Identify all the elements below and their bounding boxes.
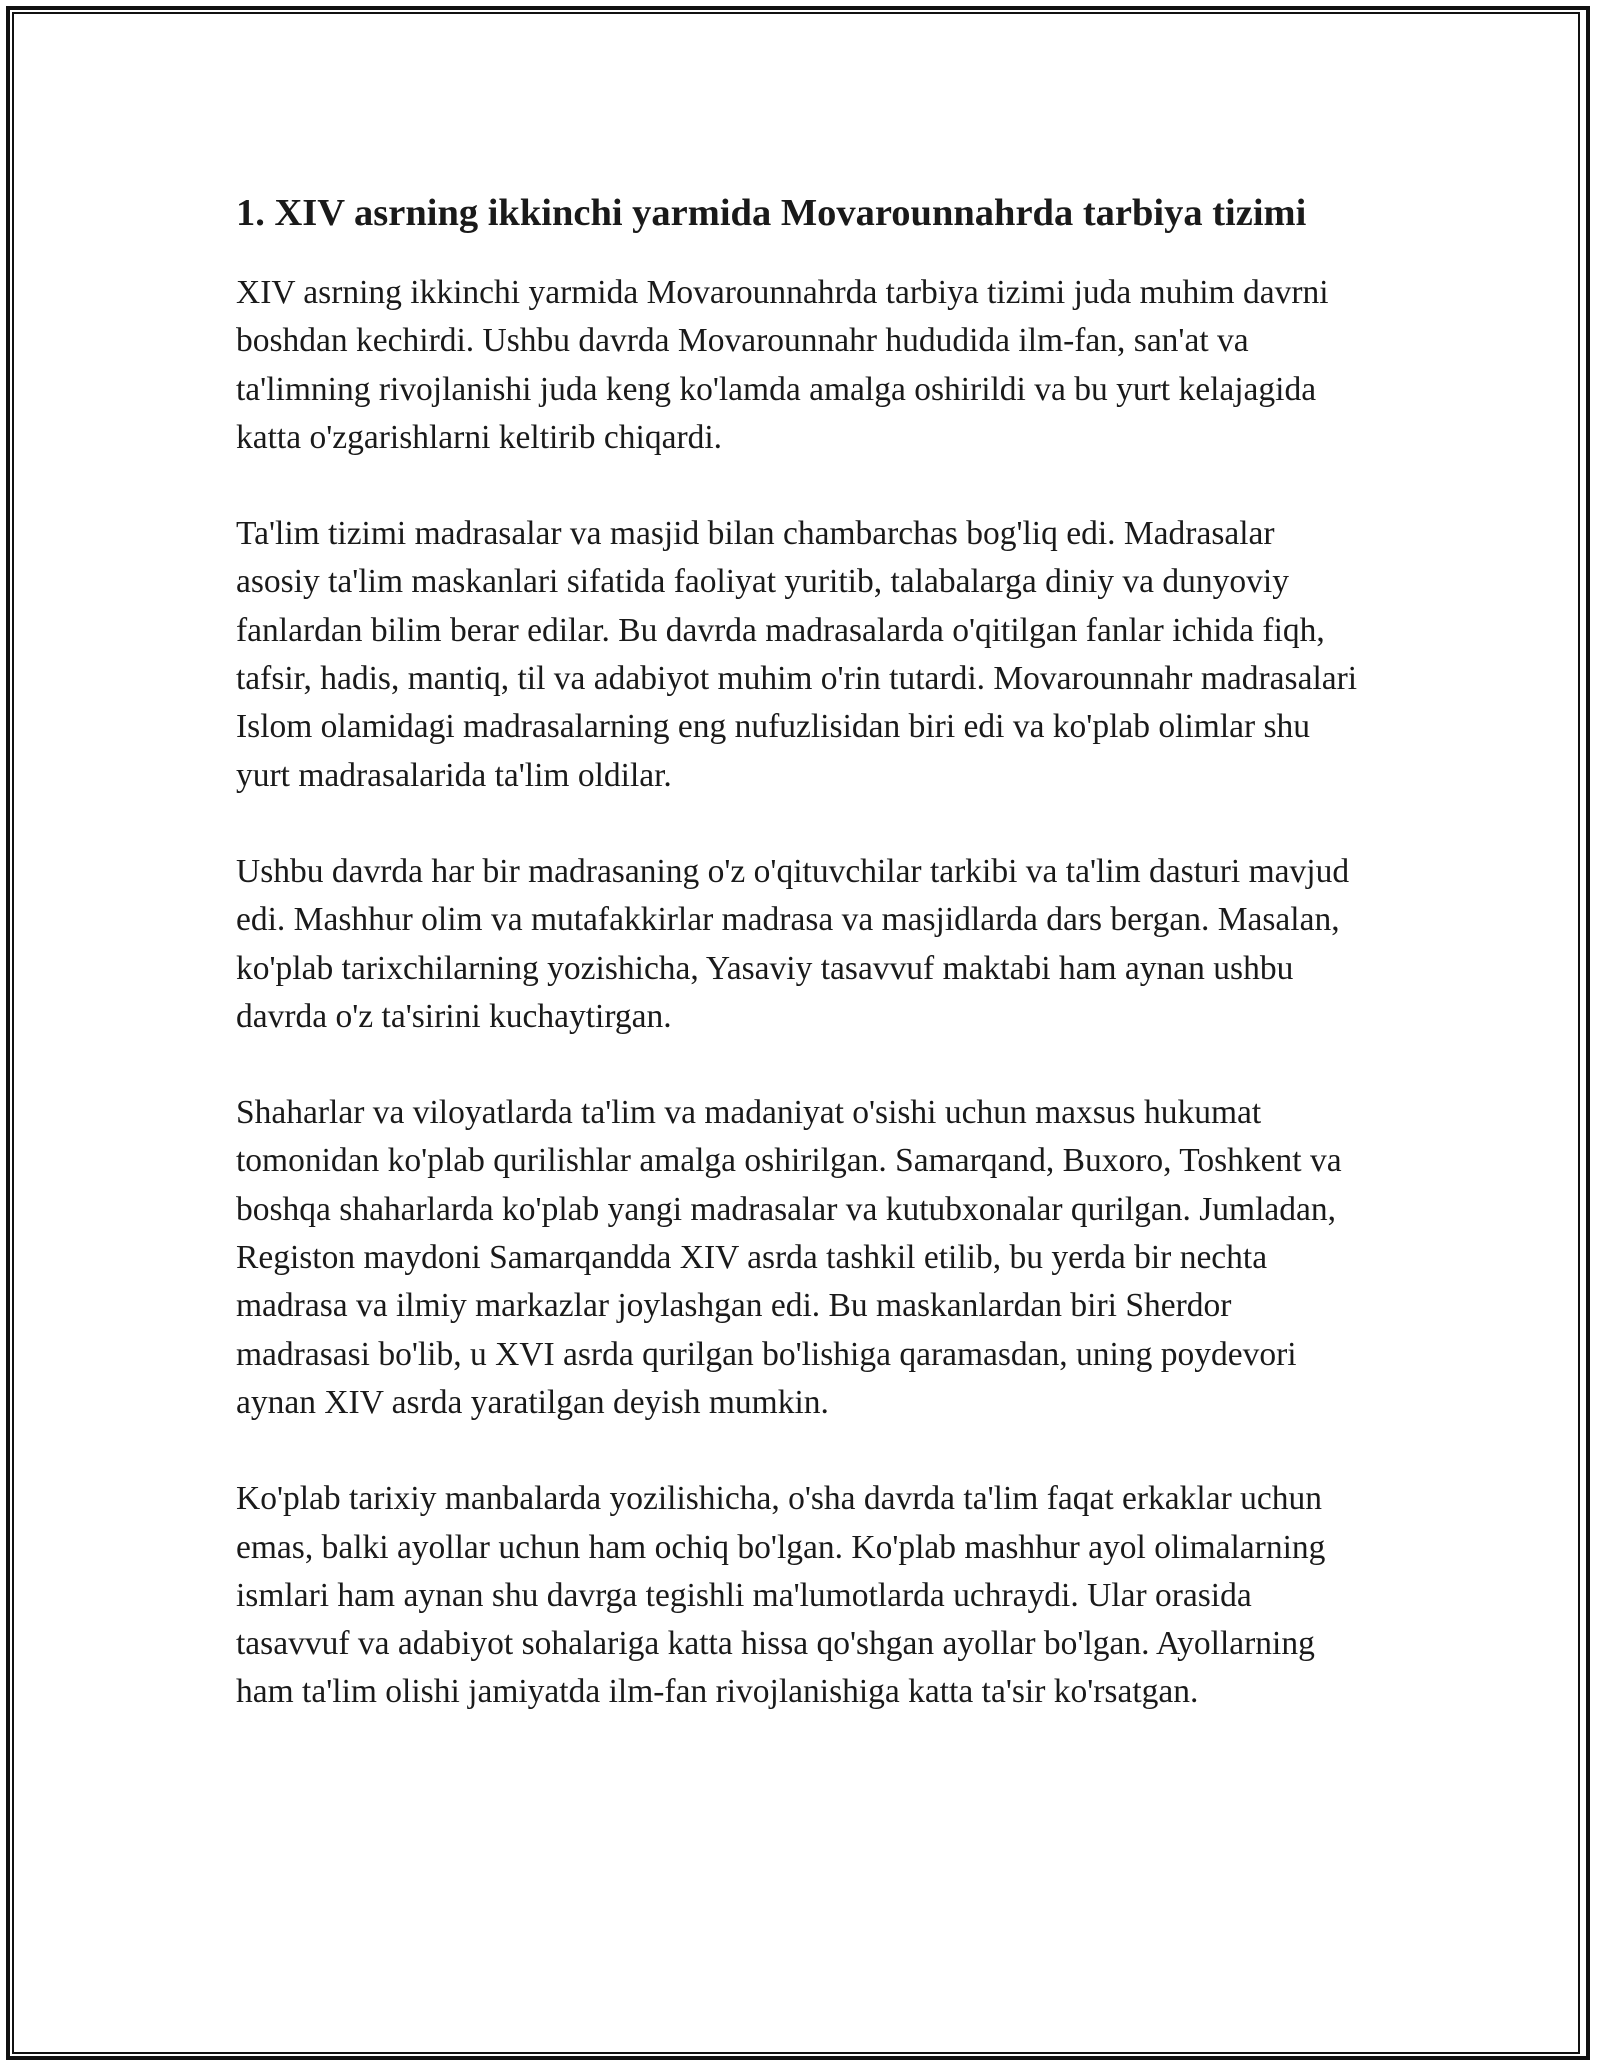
paragraph-5: Ko'plab tarixiy manbalarda yozilishicha, o'sha davrda ta'lim faqat erkaklar uchun emas, balki ayollar uchun ham ochiq bo'lgan. Ko'plab mashhur ayol olimalarning ismlari ham aynan shu davrga tegishli ma'lumotlarda uchraydi. Ular orasida tasavvuf va adabiyot sohalariga katta hissa qo'shgan ayollar bo'lgan. Ayollarning ham ta'lim olishi jamiyatda ilm-fan rivojlanishiga katta ta'sir ko'rsatgan.	[236, 1480, 1326, 1711]
paragraph-3: Ushbu davrda har bir madrasaning o'z o'qituvchilar tarkibi va ta'lim dasturi mavjud edi. Mashhur olim va mutafakkirlar madrasa va masjidlarda dars bergan. Masalan, ko'plab tarixchilarning yozishicha, Yasaviy tasavvuf maktabi ham aynan ushbu davrda o'z ta'sirini kuchaytirgan.	[236, 852, 1350, 1035]
document-body	[236, 186, 1366, 1765]
paragraph-2: Ta'lim tizimi madrasalar va masjid bilan chambarchas bog'liq edi. Madrasalar asosiy ta'lim maskanlari sifatida faoliyat yuritib, talabalarga diniy va dunyoviy fanlardan bilim berar edilar. Bu davrda madrasalarda o'qitilgan fanlar ichida fiqh, tafsir, hadis, mantiq, til va adabiyot muhim o'rin tutardi. Movarounnahr madrasalari Islom olamidagi madrasalarning eng nufuzlisidan biri edi va ko'plab olimlar shu yurt madrasalarida ta'lim oldilar.	[236, 515, 1358, 794]
paragraph-4: Shaharlar va viloyatlarda ta'lim va madaniyat o'sishi uchun maxsus hukumat tomonidan ko'plab qurilishlar amalga oshirilgan. Samarqand, Buxoro, Toshkent va boshqa shaharlarda ko'plab yangi madrasalar va kutubxonalar qurilgan. Jumladan, Registon maydoni Samarqandda XIV asrda tashkil etilib, bu yerda bir nechta madrasa va ilmiy markazlar joylashgan edi. Bu maskanlardan biri Sherdor madrasasi bo'lib, u XVI asrda qurilgan bo'lishiga qaramasdan, uning poydevori aynan XIV asrda yaratilgan deyish mumkin.	[236, 1094, 1342, 1421]
section-heading: 1. XIV asrning ikkinchi yarmida Movarounnahrda tarbiya tizimi	[236, 192, 1307, 234]
paragraph-1: XIV asrning ikkinchi yarmida Movarounnahrda tarbiya tizimi juda muhim davrni boshdan kechirdi. Ushbu davrda Movarounnahr hududida ilm-fan, san'at va ta'limning rivojlanishi juda keng ko'lamda amalga oshirildi va bu yurt kelajagida katta o'zgarishlarni keltirib chiqardi.	[236, 274, 1329, 456]
